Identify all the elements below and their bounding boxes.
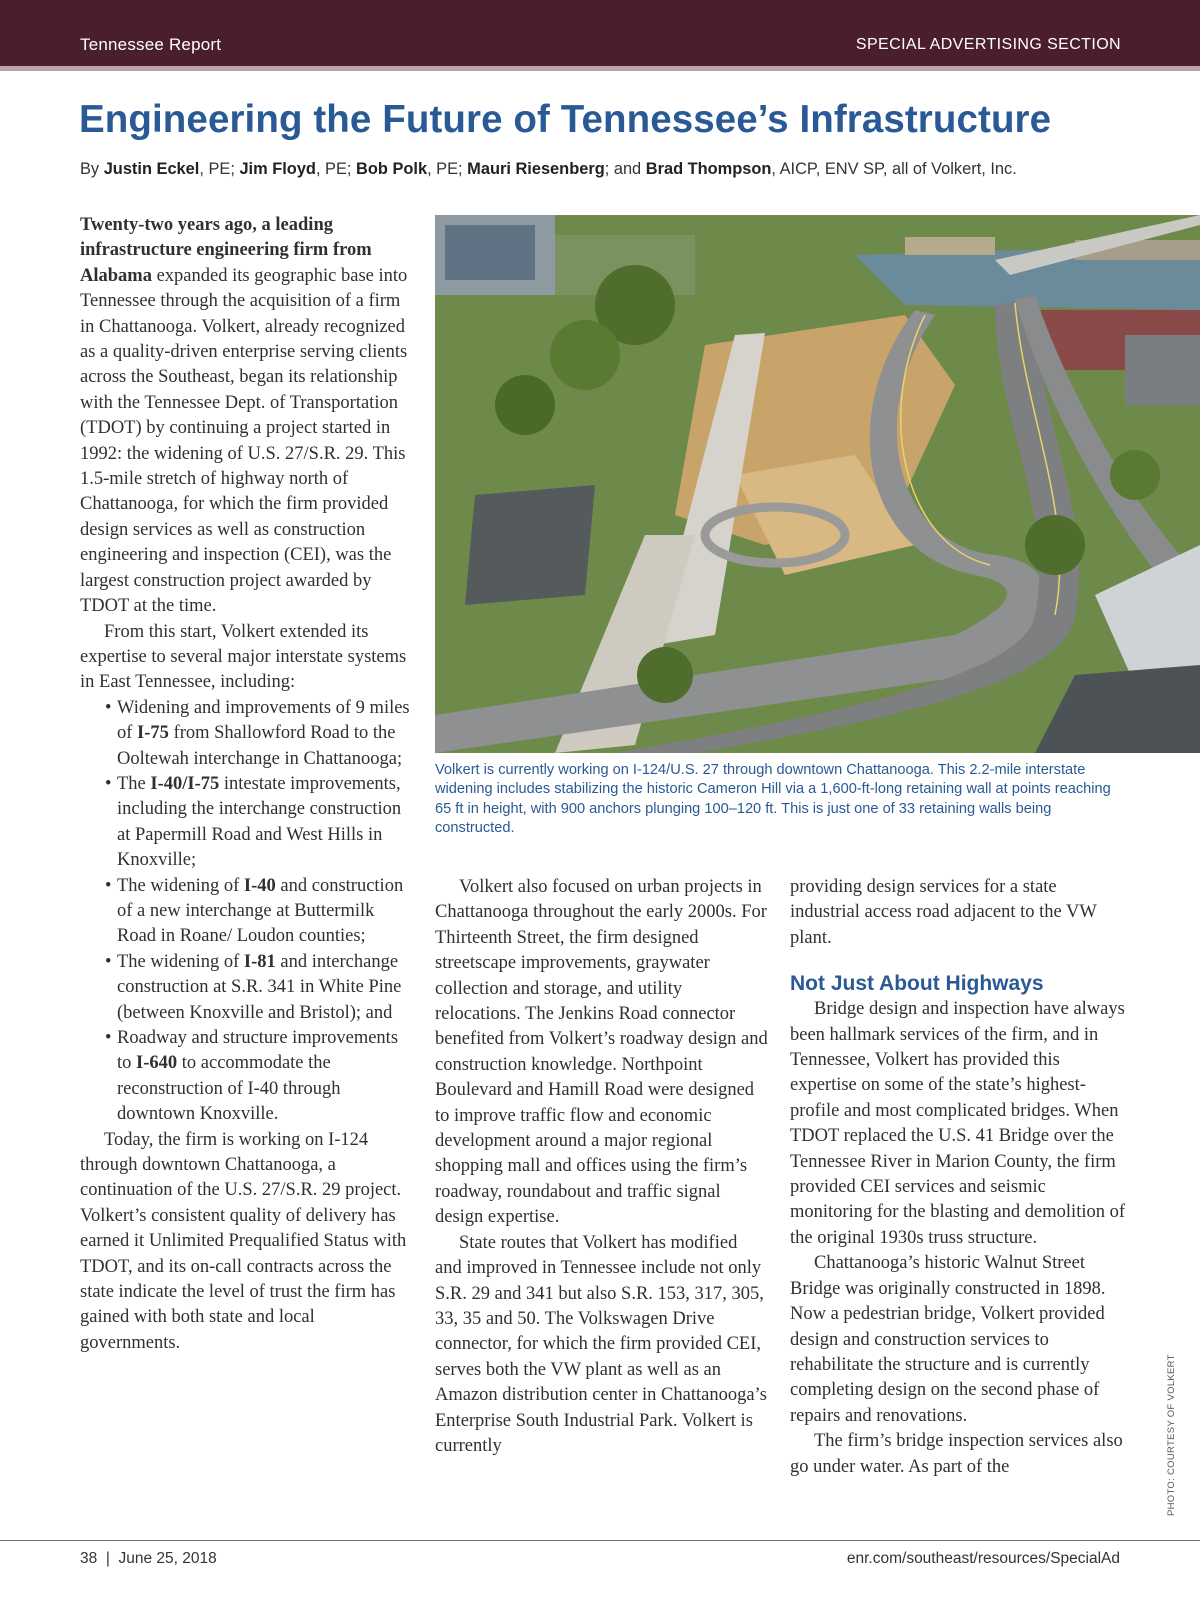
paragraph: Bridge design and inspection have always been hallmark services of the firm, and in Tennessee, Volkert has provided this expertise on some of the state’s highest-profile and most complicated bridges. When TDOT replaced the U.S. 41 Bridge over the Tennessee River in Marion County, the firm provided CEI services and seismic monitoring for the blasting and demolition of the original 1930s truss structure. [790,999,1126,1248]
article-column-1 [80,213,415,1356]
photo-credit: PHOTO: COURTESY OF VOLKERT [1166,1354,1177,1516]
section-heading: Not Just About Highways [790,972,1044,996]
article-column-3 [790,875,1125,1480]
header-divider [0,66,1200,71]
aerial-highway-illustration [435,215,1200,753]
paragraph: Volkert also focused on urban projects in Chattanooga throughout the early 2000s. For Thirteenth Street, the firm designed streetscape improvements, graywater collection and storage, and utility relocations. The Jenkins Road connector benefited from Volkert’s roadway design and construction knowledge. Northpoint Boulevard and Hamill Road were designed to improve traffic flow and economic development around a major regional shopping mall and offices using the firm’s roadway, roundabout and traffic signal design expertise. [435,877,768,1228]
list-item: • The widening of I-40 and construction of a new interchange at Buttermilk Road in Roane/ Loudon counties; [80,874,415,950]
footer-divider [0,1540,1200,1541]
list-item: • The I-40/I-75 intestate improvements, including the interchange construction at Papermill Road and West Hills in Knoxville; [80,772,415,874]
paragraph: Twenty-two years ago, a leading infrastructure engineering firm from Alabama expanded its geographic base into Tennessee through the acquisition of a firm in Chattanooga. Volkert, already recognized as a quality-driven enterprise serving clients across the Southeast, began its relationship with the Tennessee Dept. of Transportation (TDOT) by continuing a project started in 1992: the widening of U.S. 27/S.R. 29. This 1.5-mile stretch of highway north of Chattanooga, for which the firm provided design services as well as construction engineering and inspection (CEI), was the largest construction project awarded by TDOT at the time. [80,215,408,617]
advertising-label: SPECIAL ADVERTISING SECTION [855,36,1121,53]
photo-caption: Volkert is currently working on I-124/U.S. 27 through downtown Chattanooga. This 2.2-mile interstate widening includes stabilizing the historic Cameron Hill via a 1,600-ft-long retaining wall at points reaching 65 ft in height, with 900 anchors plunging 100–120 ft. This is just one of 33 retaining walls being constructed. [435,762,1111,836]
lead-in: Twenty-two years ago, a leading infrastructure engineering firm from Alabama [80,215,372,286]
footer-url[interactable]: enr.com/southeast/resources/SpecialAd [846,1550,1120,1567]
paragraph: The firm’s bridge inspection services also go under water. As part of the [790,1431,1123,1477]
paragraph: providing design services for a state industrial access road adjacent to the VW plant. [790,877,1097,948]
paragraph: Chattanooga’s historic Walnut Street Bridge was originally constructed in 1898. Now a pedestrian bridge, Volkert provided design and construction services to rehabilitate the structure and is currently completing design on the second phase of repairs and renovations. [790,1253,1106,1426]
paragraph: Today, the firm is working on I-124 through downtown Chattanooga, a continuation of the U.S. 27/S.R. 29 project. Volkert’s consistent quality of delivery has earned it Unlimited Prequalified Status with TDOT, and its on-call contracts across the state indicate the level of trust the firm has gained with both state and local governments. [80,1129,407,1353]
list-item: • Roadway and structure improvements to I-640 to accommodate the reconstruction of I-40 through downtown Knoxville. [80,1026,415,1128]
author-name: Mauri Riesenberg [467,160,605,178]
paragraph: State routes that Volkert has modified and improved in Tennessee include not only S.R. 29 and 341 but also S.R. 153, 317, 305, 33, 35 and 50. The Volkswagen Drive connector, for which the firm provided CEI, serves both the VW plant as well as an Amazon distribution center in Chattanooga’s Enterprise South Industrial Park. Volkert is currently [435,1232,767,1456]
article-title: Engineering the Future of Tennessee’s Infrastructure [79,98,1052,141]
paragraph: From this start, Volkert extended its expertise to several major interstate systems in East Tennessee, including: [80,621,407,693]
author-name: Bob Polk [356,160,428,178]
article-column-2 [435,875,768,1459]
list-item: • The widening of I-81 and interchange construction at S.R. 341 in White Pine (between Knoxville and Bristol); and [80,950,415,1026]
page-number-date: 38 | June 25, 2018 [80,1550,217,1567]
byline: By Justin Eckel, PE; Jim Floyd, PE; Bob Polk, PE; Mauri Riesenberg; and Brad Thompson, AICP, ENV SP, all of Volkert, Inc. [80,160,1017,178]
aerial-highway-photo [435,215,1200,753]
author-name: Jim Floyd [239,160,316,178]
header-bar [0,0,1200,66]
project-list [80,696,415,1128]
section-name: Tennessee Report [80,35,222,54]
author-name: Brad Thompson [645,160,772,178]
list-item: • Widening and improvements of 9 miles of I-75 from Shallowford Road to the Ooltewah interchange in Chattanooga; [80,696,415,772]
author-name: Justin Eckel [103,160,200,178]
